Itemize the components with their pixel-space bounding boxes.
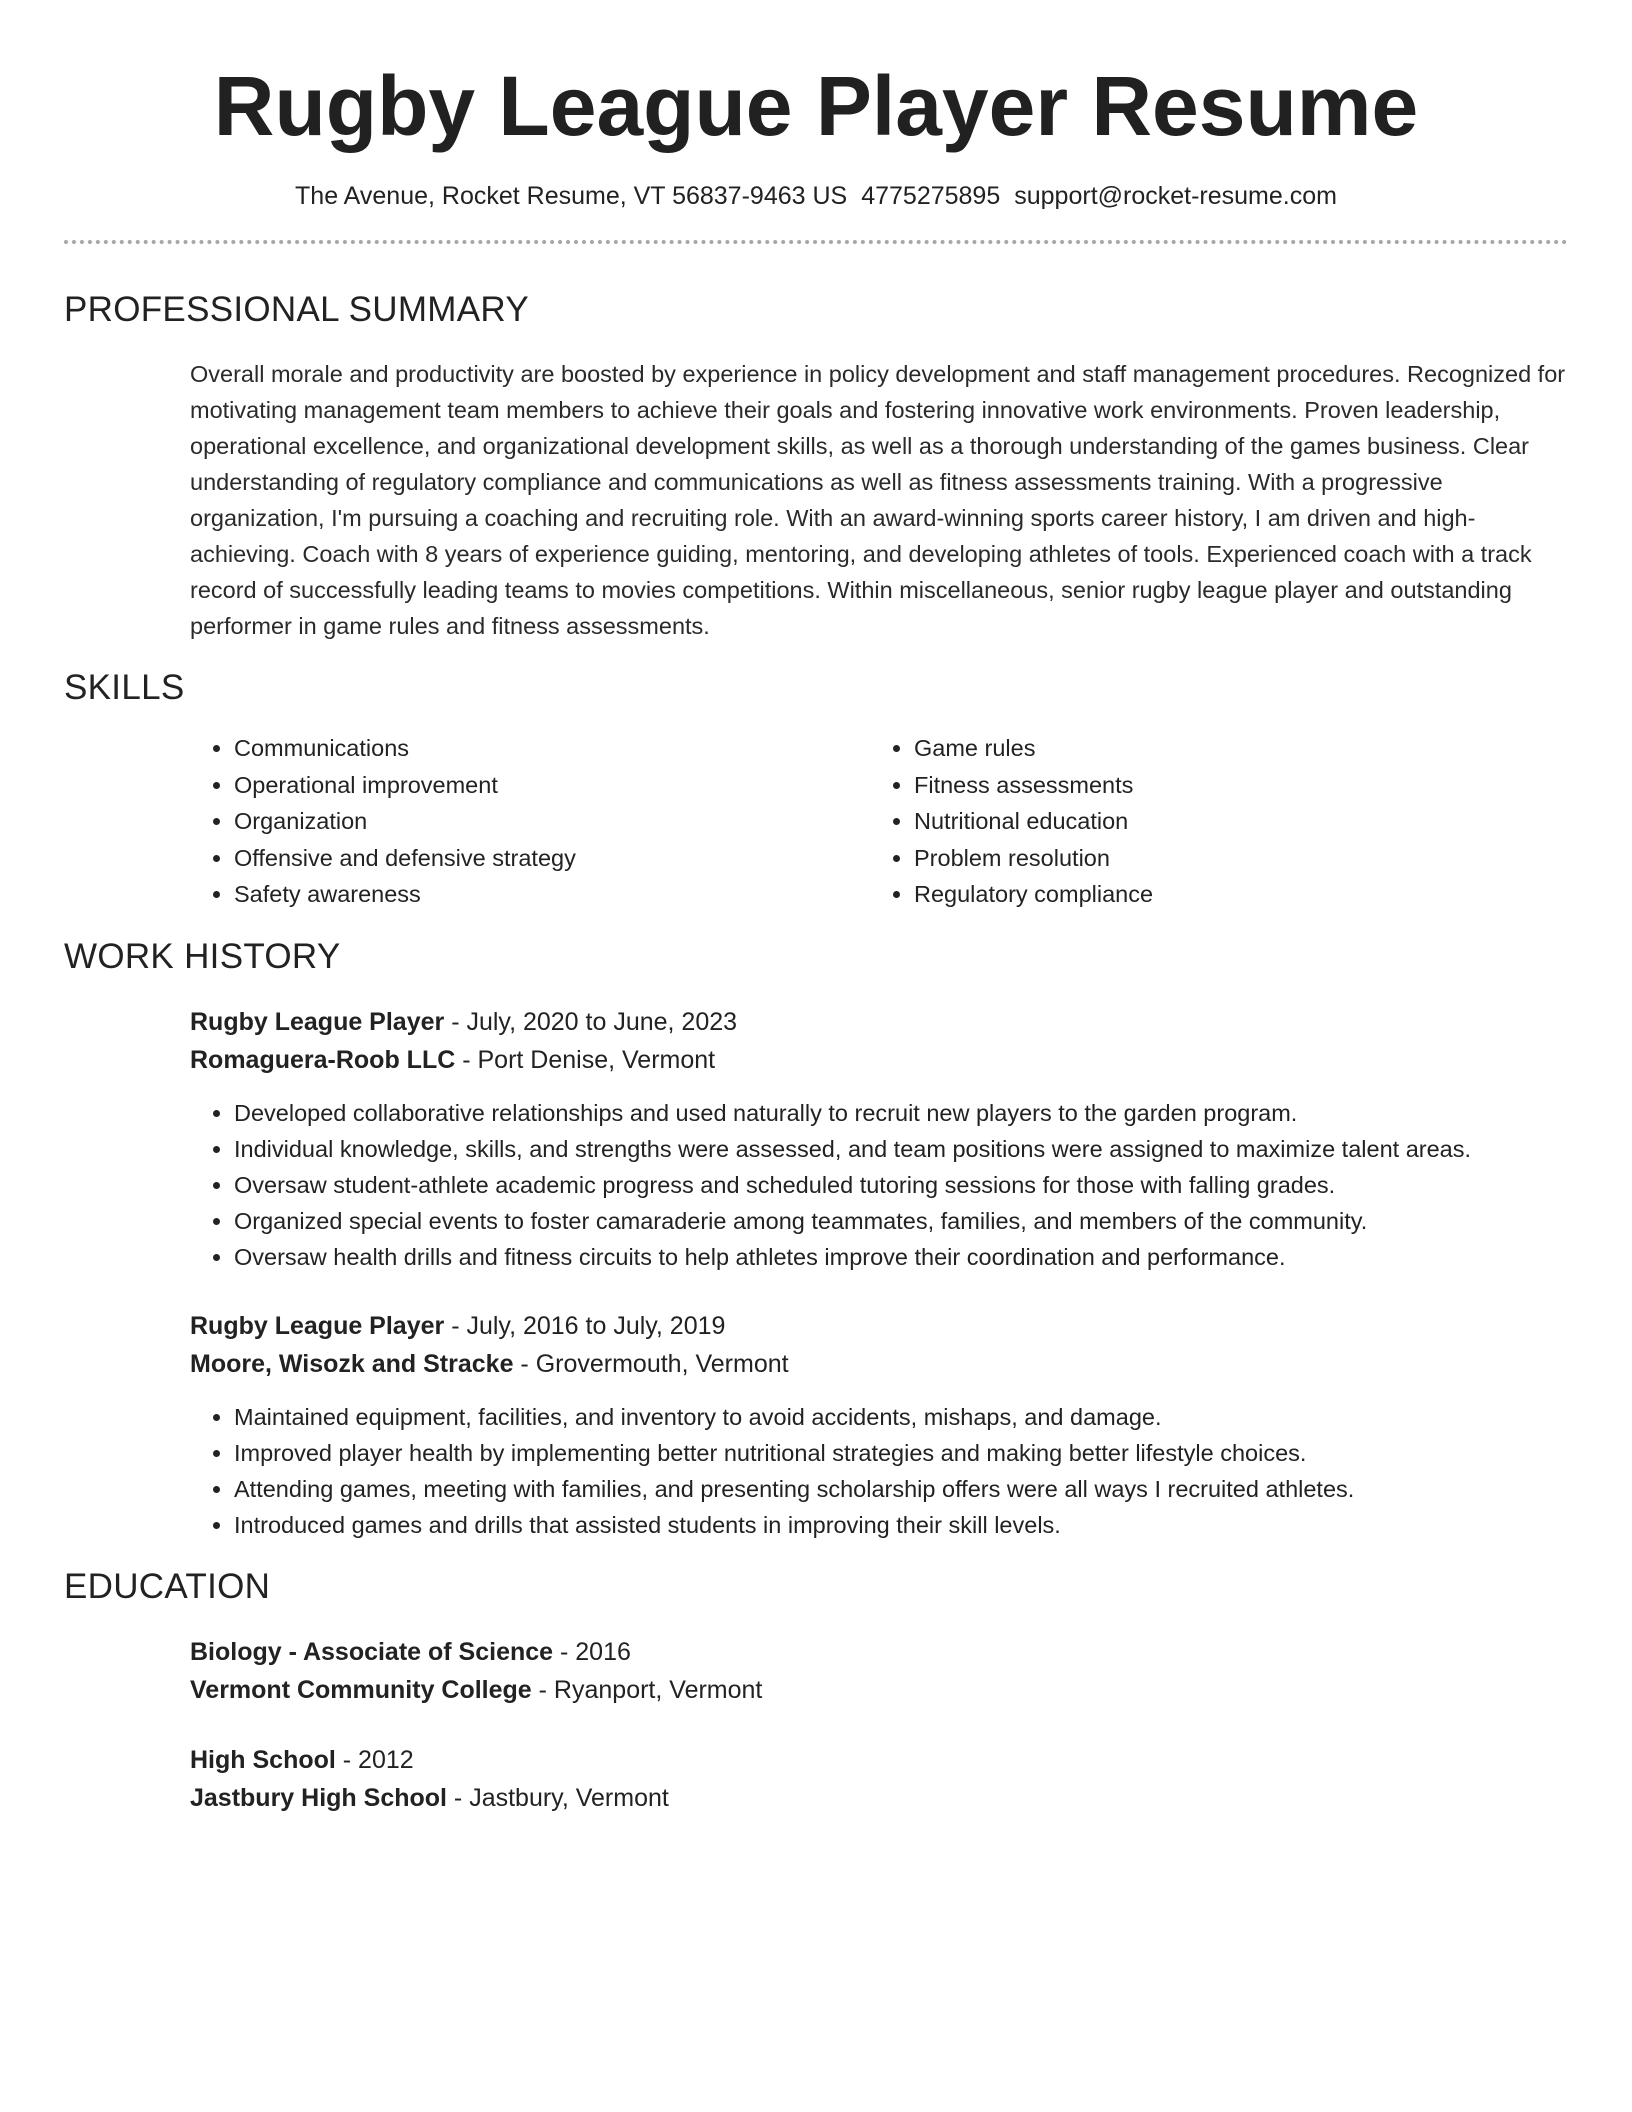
job-role: Rugby League Player: [190, 1007, 445, 1036]
job-bullet: • Attending games, meeting with families, and presenting scholarship offers were all ways I recruited athletes.: [234, 1471, 1568, 1507]
job-company: Moore, Wisozk and Stracke: [190, 1349, 514, 1378]
resume-page: [64, 0, 1568, 1817]
header-divider: [64, 240, 1568, 244]
job-bullet: • Improved player health by implementing better nutritional strategies and making better lifestyle choices.: [234, 1435, 1568, 1471]
job-role: Rugby League Player: [190, 1311, 445, 1340]
education-degree: High School: [190, 1745, 336, 1774]
skill-item: • Operational improvement: [234, 767, 870, 804]
job-bullet: • Individual knowledge, skills, and strengths were assessed, and team positions were assigned to maximize talent areas.: [234, 1131, 1568, 1167]
section-title-summary: PROFESSIONAL SUMMARY: [64, 290, 529, 329]
job-dates: - July, 2020 to June, 2023: [444, 1007, 738, 1036]
education-school: Jastbury High School: [190, 1783, 447, 1812]
job-dates: - July, 2016 to July, 2019: [444, 1311, 726, 1340]
contact-address: The Avenue, Rocket Resume, VT 56837-9463 US: [295, 182, 848, 210]
job-role-line: [190, 1307, 1568, 1345]
job-entry: [190, 1003, 1568, 1275]
job-bullets: [190, 1095, 1568, 1275]
contact-email: support@rocket-resume.com: [1014, 182, 1337, 210]
skill-item: • Offensive and defensive strategy: [234, 840, 870, 877]
education-location: - Jastbury, Vermont: [446, 1783, 669, 1812]
job-bullet: • Introduced games and drills that assisted students in improving their skill levels.: [234, 1507, 1568, 1543]
skill-item: • Organization: [234, 803, 870, 840]
job-company-line: [190, 1041, 1568, 1079]
skill-item: • Fitness assessments: [914, 767, 1550, 804]
job-bullets: [190, 1399, 1568, 1543]
education-school: Vermont Community College: [190, 1675, 532, 1704]
education-entry: [190, 1633, 1568, 1709]
job-bullet: • Organized special events to foster camaraderie among teammates, families, and members of the community.: [234, 1203, 1568, 1239]
summary-text: Overall morale and productivity are boosted by experience in policy development and staff management procedures. Recognized for motivating management team members to achieve their goals and fostering innovative work environments. Proven leadership, operational excellence, and organizational development skills, as well as a thorough understanding of the games business. Clear understanding of regulatory compliance and communications as well as fitness assessments training. With a progressive organization, I'm pursuing a coaching and recruiting role. With an award-winning sports career history, I am driven and high-achieving. Coach with 8 years of experience guiding, mentoring, and developing athletes of tools. Experienced coach with a track record of successfully leading teams to movies competitions. Within miscellaneous, senior rugby league player and outstanding performer in game rules and fitness assessments.: [190, 361, 1566, 639]
skills-column-left: [190, 730, 870, 913]
job-location: - Port Denise, Vermont: [455, 1045, 716, 1074]
skill-item: • Game rules: [914, 730, 1550, 767]
job-company-line: [190, 1345, 1568, 1383]
skill-item: • Safety awareness: [234, 876, 870, 913]
education-year: - 2012: [335, 1745, 414, 1774]
skill-item: • Regulatory compliance: [914, 876, 1550, 913]
skills-list: [190, 730, 1568, 913]
skills-column-right: [870, 730, 1550, 913]
job-bullet: • Maintained equipment, facilities, and inventory to avoid accidents, mishaps, and damage.: [234, 1399, 1568, 1435]
job-bullet: • Oversaw student-athlete academic progress and scheduled tutoring sessions for those with falling grades.: [234, 1167, 1568, 1203]
skill-item: • Nutritional education: [914, 803, 1550, 840]
job-entry: [190, 1307, 1568, 1543]
education-entry: [190, 1741, 1568, 1817]
section-title-education: EDUCATION: [64, 1566, 271, 1606]
job-bullet: • Developed collaborative relationships and used naturally to recruit new players to the garden program.: [234, 1095, 1568, 1131]
job-role-line: [190, 1003, 1568, 1041]
resume-title: Rugby League Player Resume: [213, 59, 1419, 153]
job-location: - Grovermouth, Vermont: [513, 1349, 789, 1378]
education-year: - 2016: [553, 1637, 631, 1666]
section-title-work-history: WORK HISTORY: [64, 936, 341, 976]
job-bullet: • Oversaw health drills and fitness circuits to help athletes improve their coordination and performance.: [234, 1239, 1568, 1275]
contact-line: [64, 180, 1568, 212]
education-degree: Biology - Associate of Science: [190, 1637, 554, 1666]
section-title-skills: SKILLS: [64, 668, 185, 707]
education-school-line: [190, 1671, 1568, 1709]
education-degree-line: [190, 1633, 1568, 1671]
education-school-line: [190, 1779, 1568, 1817]
contact-phone: 4775275895: [861, 182, 1001, 210]
skill-item: • Communications: [234, 730, 870, 767]
skill-item: • Problem resolution: [914, 840, 1550, 877]
education-location: - Ryanport, Vermont: [531, 1675, 763, 1704]
education-degree-line: [190, 1741, 1568, 1779]
job-company: Romaguera-Roob LLC: [190, 1045, 456, 1074]
